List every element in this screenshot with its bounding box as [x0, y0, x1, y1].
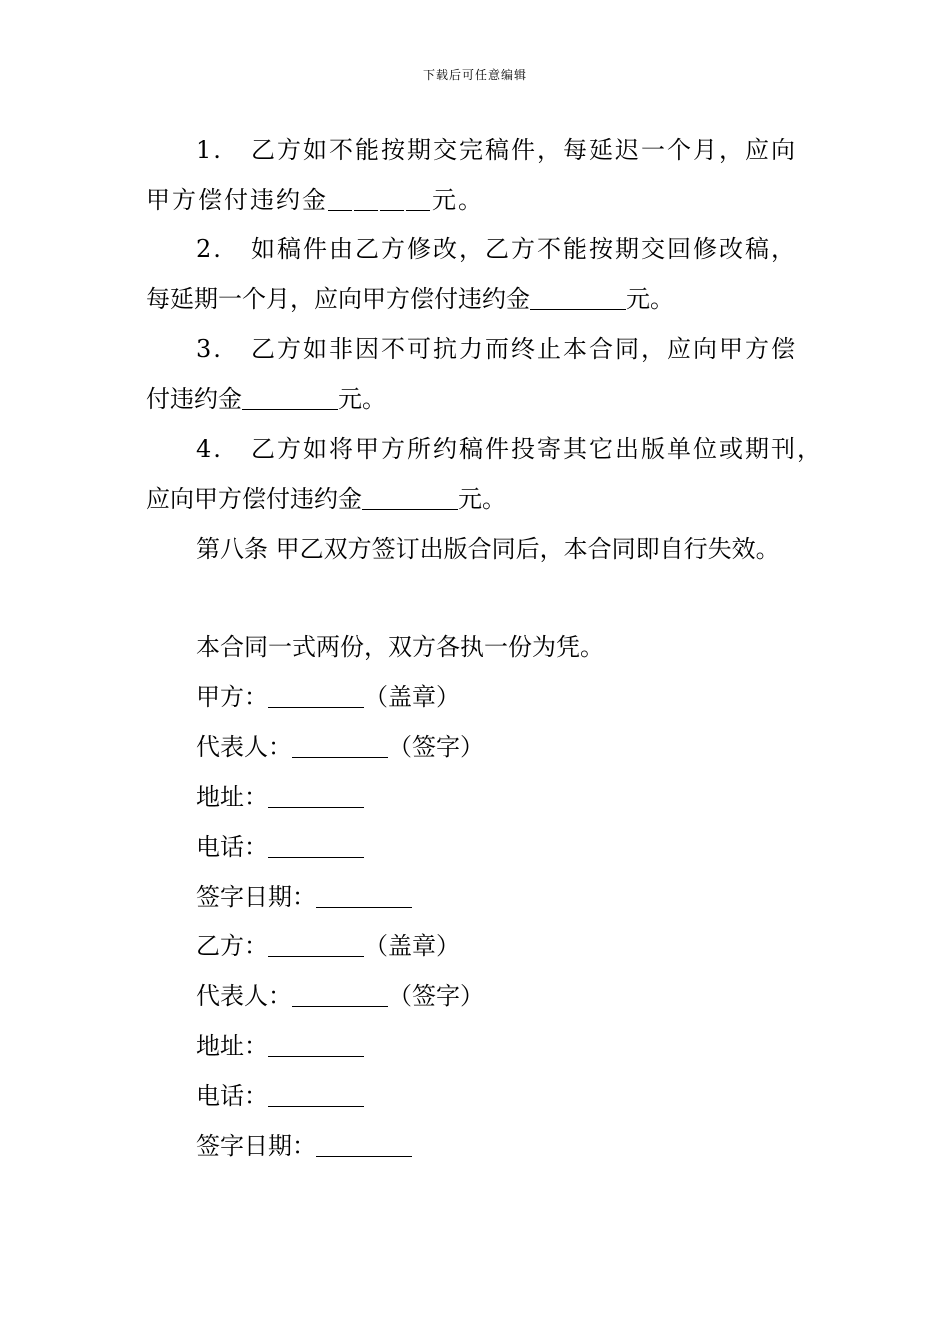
clause-3-line-2: 付违约金＿＿＿＿元。 [146, 385, 386, 413]
clause-3-text: 乙方如非因不可抗力而终止本合同，应向甲方偿 [251, 335, 797, 363]
party-b-sign-date: 签字日期：＿＿＿＿ [196, 1132, 412, 1160]
party-a-sign-date: 签字日期：＿＿＿＿ [196, 883, 412, 911]
page-header: 下载后可任意编辑 [422, 68, 527, 82]
clause-2-number: 2. [196, 235, 223, 263]
clause-1-number: 1. [196, 136, 223, 164]
party-a-seal: 甲方：＿＿＿＿（盖章） [196, 683, 460, 711]
party-b-representative: 代表人：＿＿＿＿（签字） [196, 982, 484, 1010]
party-a-phone: 电话：＿＿＿＿ [196, 833, 364, 861]
party-b-address: 地址：＿＿＿＿ [196, 1032, 364, 1060]
clause-3-line-1 [196, 334, 797, 364]
party-a-address: 地址：＿＿＿＿ [196, 783, 364, 811]
clause-4-line-2: 应向甲方偿付违约金＿＿＿＿元。 [146, 485, 506, 513]
clause-1-line-1 [196, 135, 797, 165]
clause-4-line-1 [196, 434, 823, 464]
clause-4-text: 乙方如将甲方所约稿件投寄其它出版单位或期刊， [251, 435, 823, 463]
copies-statement: 本合同一式两份，双方各执一份为凭。 [196, 633, 604, 661]
party-b-seal: 乙方：＿＿＿＿（盖章） [196, 932, 460, 960]
clause-2-line-2: 每延期一个月，应向甲方偿付违约金＿＿＿＿元。 [146, 285, 674, 313]
party-b-phone: 电话：＿＿＿＿ [196, 1082, 364, 1110]
article-8: 第八条 甲乙双方签订出版合同后，本合同即自行失效。 [196, 535, 780, 563]
clause-4-number: 4. [196, 435, 223, 463]
clause-1-text: 乙方如不能按期交完稿件，每延迟一个月，应向 [251, 136, 797, 164]
clause-3-number: 3. [196, 335, 223, 363]
clause-1-line-2: 甲方偿付违约金＿＿＿＿元。 [146, 186, 484, 214]
clause-2-text: 如稿件由乙方修改，乙方不能按期交回修改稿， [251, 235, 797, 263]
clause-2-line-1 [196, 234, 797, 264]
party-a-representative: 代表人：＿＿＿＿（签字） [196, 733, 484, 761]
